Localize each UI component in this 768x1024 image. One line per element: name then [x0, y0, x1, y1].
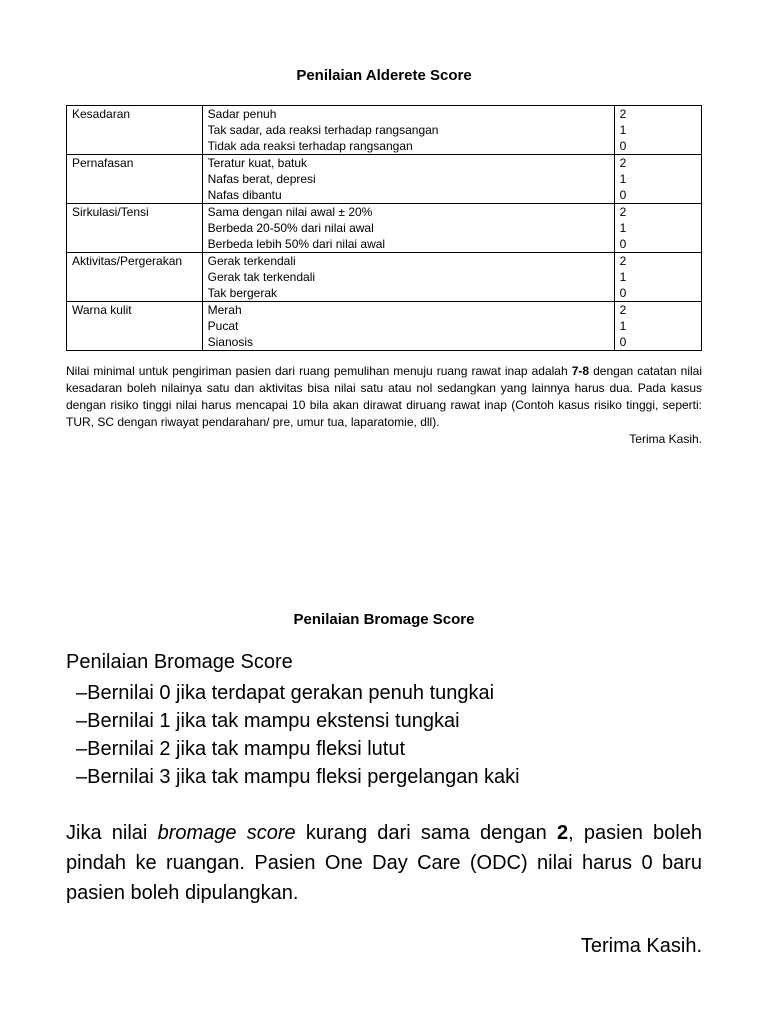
score-value: 1 — [619, 172, 627, 186]
row-category: Pernafasan — [67, 155, 203, 204]
row-category: Sirkulasi/Tensi — [67, 204, 203, 253]
bromage-thanks: Terima Kasih. — [580, 935, 702, 957]
score-value: 1 — [619, 123, 627, 137]
criteria-line: Teratur kuat, batuk — [207, 156, 308, 170]
row-criteria — [202, 204, 614, 253]
para-text-1: Jika nilai — [66, 822, 158, 844]
row-category: Warna kulit — [67, 302, 203, 351]
score-value: 0 — [619, 188, 627, 202]
alderete-row — [67, 253, 702, 302]
row-category: Aktivitas/Pergerakan — [67, 253, 203, 302]
criteria-line: Sianosis — [207, 335, 253, 349]
row-scores — [614, 253, 701, 302]
score-value: 2 — [619, 205, 627, 219]
alderete-row — [67, 106, 702, 155]
row-criteria — [202, 302, 614, 351]
bromage-paragraph — [66, 818, 702, 908]
criteria-line: Berbeda lebih 50% dari nilai awal — [207, 237, 386, 251]
alderete-title: Penilaian Alderete Score — [296, 67, 472, 84]
alderete-row — [67, 302, 702, 351]
bromage-list-item: –Bernilai 0 jika terdapat gerakan penuh tungkai — [76, 682, 495, 704]
bromage-heading: Penilaian Bromage Score — [66, 651, 293, 673]
row-scores — [614, 155, 701, 204]
note-bold-range: 7-8 — [571, 364, 590, 378]
score-value: 2 — [619, 156, 627, 170]
criteria-line: Gerak terkendali — [207, 254, 296, 268]
row-scores — [614, 204, 701, 253]
criteria-line: Tidak ada reaksi terhadap rangsangan — [207, 139, 413, 153]
row-criteria — [202, 253, 614, 302]
score-value: 1 — [619, 221, 627, 235]
criteria-line: Tak sadar, ada reaksi terhadap rangsangan — [207, 123, 439, 137]
para-text-3: , pasien boleh pindah ke ruangan. Pasien One Day Care (ODC) nilai harus 0 baru pasien boleh dipulangkan. — [66, 822, 702, 904]
criteria-line: Nafas dibantu — [207, 188, 282, 202]
score-value: 1 — [619, 319, 627, 333]
score-value: 0 — [619, 237, 627, 251]
note-text-2: dengan catatan nilai kesadaran boleh nilainya satu dan aktivitas bisa nilai satu atau nol sedangkan yang lainnya harus dua. Pada kasus dengan risiko tinggi nilai harus mencapai 10 bila akan dirawat diruang rawat inap (Contoh kasus risiko tinggi, seperti: TUR, SC dengan riwayat pendarahan/ pre, umur tua, laparatomie, dll). — [66, 364, 702, 429]
score-value: 0 — [619, 335, 627, 349]
para-bold-value: 2 — [556, 822, 569, 844]
criteria-line: Pucat — [207, 319, 239, 333]
row-category: Kesadaran — [67, 106, 203, 155]
alderete-row — [67, 155, 702, 204]
alderete-table — [66, 105, 702, 351]
alderete-note — [66, 363, 702, 431]
bromage-list-item: –Bernilai 2 jika tak mampu fleksi lutut — [76, 738, 406, 760]
row-scores — [614, 302, 701, 351]
alderete-row — [67, 204, 702, 253]
score-value: 2 — [619, 303, 627, 317]
bromage-list-item: –Bernilai 3 jika tak mampu fleksi pergelangan kaki — [76, 766, 520, 788]
score-value: 0 — [619, 139, 627, 153]
criteria-line: Tak bergerak — [207, 286, 278, 300]
criteria-line: Sama dengan nilai awal ± 20% — [207, 205, 373, 219]
bromage-list-item: –Bernilai 1 jika tak mampu ekstensi tungkai — [76, 710, 460, 732]
row-criteria — [202, 106, 614, 155]
score-value: 2 — [619, 107, 627, 121]
para-italic-term: bromage score — [157, 822, 296, 844]
score-value: 2 — [619, 254, 627, 268]
criteria-line: Sadar penuh — [207, 107, 277, 121]
bromage-title: Penilaian Bromage Score — [293, 611, 475, 628]
criteria-line: Nafas berat, depresi — [207, 172, 316, 186]
score-value: 0 — [619, 286, 627, 300]
criteria-line: Berbeda 20-50% dari nilai awal — [207, 221, 374, 235]
score-value: 1 — [619, 270, 627, 284]
bromage-list — [76, 679, 520, 791]
row-scores — [614, 106, 701, 155]
criteria-line: Gerak tak terkendali — [207, 270, 316, 284]
row-criteria — [202, 155, 614, 204]
note-text-1: Nilai minimal untuk pengiriman pasien dari ruang pemulihan menuju ruang rawat inap adalah — [66, 364, 572, 378]
criteria-line: Merah — [207, 303, 242, 317]
alderete-thanks: Terima Kasih. — [629, 432, 702, 446]
para-text-2: kurang dari sama dengan — [295, 822, 557, 844]
